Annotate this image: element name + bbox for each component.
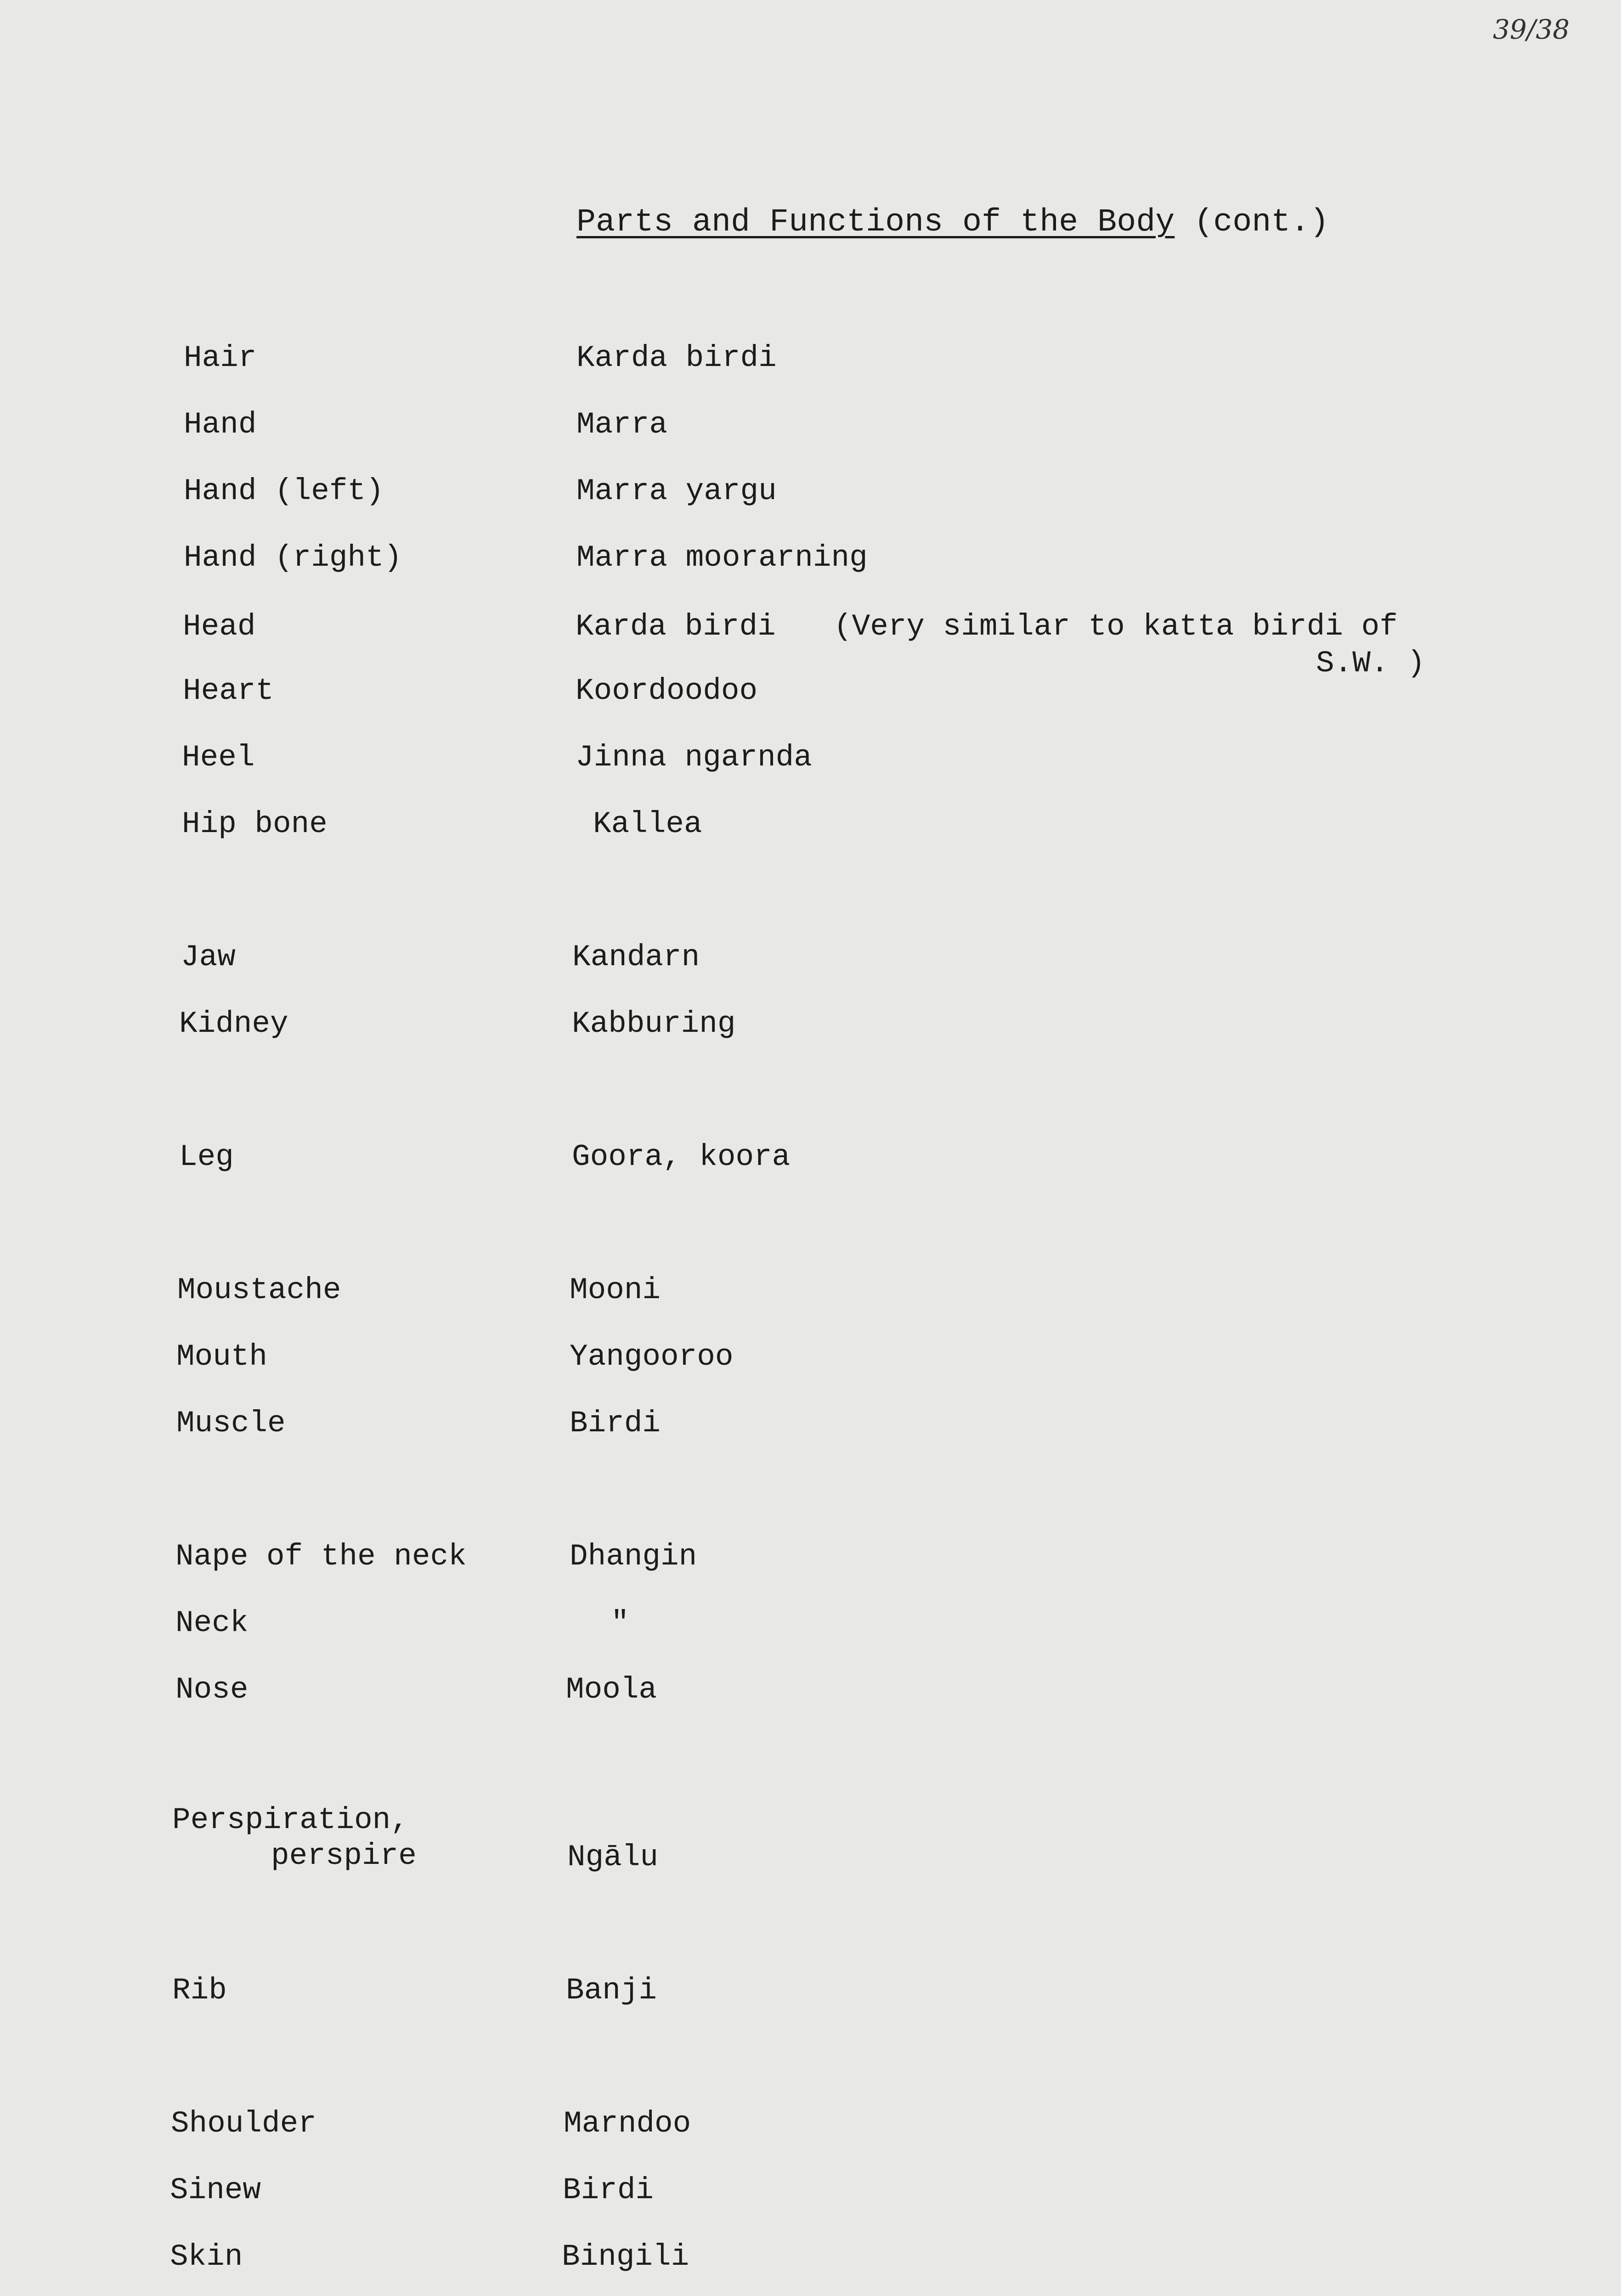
- entry-term: Hip bone: [182, 807, 328, 841]
- entry-term: Nape of the neck: [175, 1539, 467, 1574]
- entry-term: Neck: [175, 1606, 249, 1640]
- entry-term: Nose: [175, 1672, 249, 1707]
- title-main: Parts and Functions of the Body: [576, 204, 1175, 241]
- entry-gloss: ": [611, 1606, 629, 1640]
- entry-term: Rib: [172, 1973, 227, 2008]
- entry-term: Muscle: [176, 1406, 286, 1441]
- entry-term: Hand (left): [184, 474, 384, 508]
- folio-number: 39/38: [1493, 14, 1570, 45]
- entry-gloss: Birdi: [563, 2173, 654, 2207]
- entry-term-line2: perspire: [271, 1839, 417, 1873]
- entry-gloss: Kabburing: [572, 1007, 736, 1041]
- entry-gloss: Marra moorarning: [576, 540, 868, 575]
- entry-term: Hair: [184, 341, 257, 375]
- entry-gloss: Mooni: [570, 1273, 661, 1307]
- entry-term: Skin: [170, 2240, 243, 2274]
- entry-term: Hand: [184, 407, 257, 442]
- entry-gloss: Marra yargu: [576, 474, 777, 508]
- entry-term: Heel: [182, 740, 255, 775]
- entry-term: Head: [183, 609, 256, 644]
- entry-term-line1: Perspiration,: [172, 1803, 409, 1837]
- entry-gloss: Karda birdi: [576, 609, 776, 644]
- entry-term: Sinew: [170, 2173, 261, 2207]
- entry-gloss: Kallea: [593, 807, 702, 841]
- entry-term: Heart: [183, 674, 274, 708]
- entry-term: Jaw: [181, 940, 236, 974]
- entry-gloss: Jinna ngarnda: [576, 740, 812, 775]
- entry-term: Shoulder: [171, 2106, 316, 2141]
- entry-term: Mouth: [176, 1339, 268, 1374]
- entry-gloss: Yangooroo: [570, 1339, 734, 1374]
- entry-gloss: Koordoodoo: [576, 674, 758, 708]
- list-item: [172, 1802, 417, 1874]
- entry-gloss: Marra: [576, 407, 668, 442]
- entry-term: Hand (right): [184, 540, 402, 575]
- entry-gloss: Moola: [566, 1672, 657, 1707]
- head-note: [834, 608, 1425, 682]
- entry-gloss: Dhangin: [570, 1539, 697, 1574]
- entry-gloss: Bingili: [562, 2240, 689, 2274]
- entry-gloss: Marndoo: [564, 2106, 691, 2141]
- title-suffix: (cont.): [1194, 204, 1329, 241]
- entry-gloss: Goora, koora: [572, 1140, 791, 1174]
- entry-term: Moustache: [177, 1273, 341, 1307]
- entry-gloss: Banji: [566, 1973, 657, 2008]
- entry-gloss: Kandarn: [572, 940, 700, 974]
- head-note-line2: S.W. ): [1316, 646, 1425, 681]
- head-note-line1: (Very similar to katta birdi of: [834, 609, 1398, 644]
- entry-gloss: Birdi: [570, 1406, 661, 1441]
- page-title: [576, 204, 1329, 241]
- entry-term: Kidney: [179, 1007, 288, 1041]
- entry-gloss: Ngālu: [567, 1840, 659, 1874]
- entry-term: Leg: [179, 1140, 234, 1174]
- entry-gloss: Karda birdi: [576, 341, 777, 375]
